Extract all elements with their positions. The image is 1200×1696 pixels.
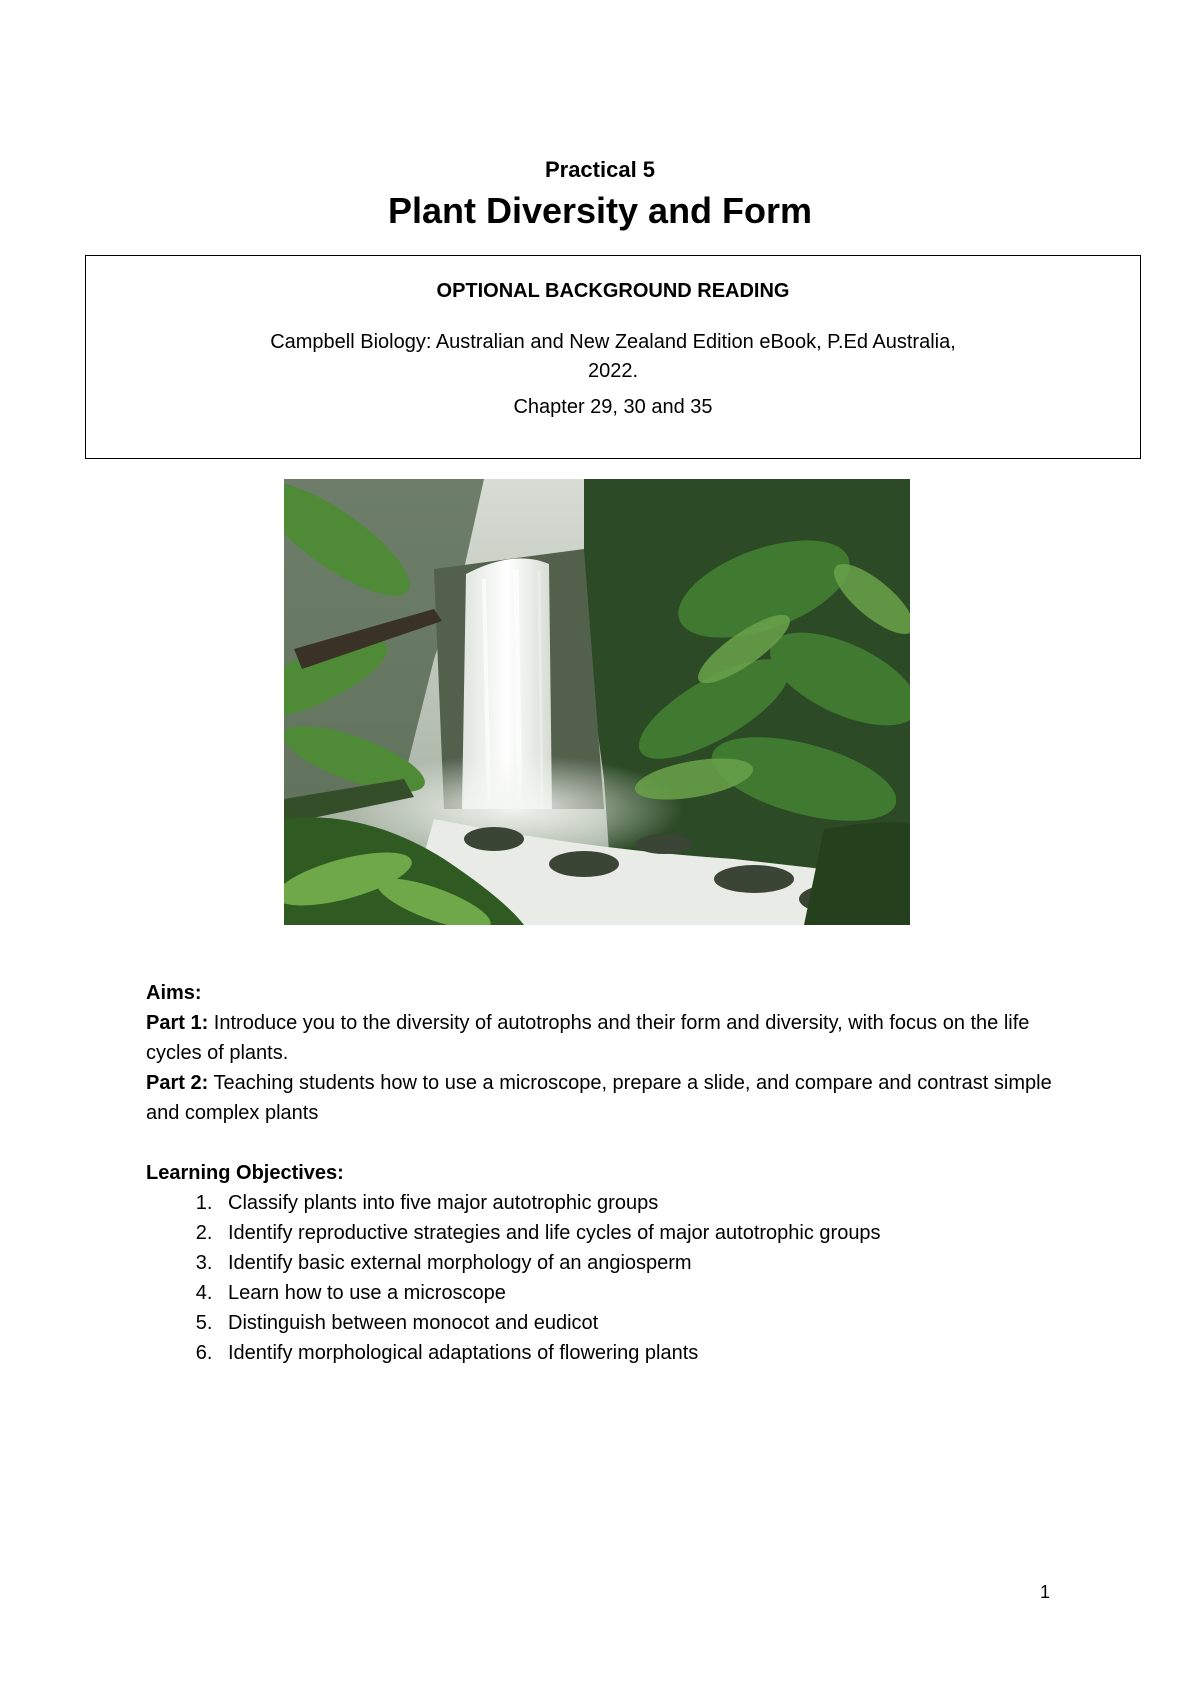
rainforest-waterfall-image (284, 479, 910, 925)
page-title: Plant Diversity and Form (387, 190, 813, 231)
reading-citation (86, 328, 1140, 386)
page-number: 1 (1040, 1582, 1051, 1602)
aim-part-1-text: Introduce you to the diversity of autotrophs and their form and diversity, with focus on the life cycles of plants. (146, 1012, 1030, 1064)
citation-line-1: Campbell Biology: Australian and New Zealand Edition eBook, P.Ed Australia, (270, 331, 956, 353)
objective-item: 3. Identify basic external morphology of an angiosperm (218, 1248, 1086, 1278)
citation-line-2: 2022. (587, 360, 639, 382)
objective-item: 4. Learn how to use a microscope (218, 1278, 1086, 1308)
aims-heading: Aims: (146, 982, 202, 1004)
aim-part-2-label: Part 2: (146, 1072, 209, 1094)
learning-objectives-list (146, 1188, 1086, 1368)
main-content (146, 978, 1086, 1368)
practical-label: Practical 5 (544, 157, 656, 182)
background-reading-box (85, 255, 1141, 459)
aim-part-1-label: Part 1: (146, 1012, 209, 1034)
objective-item: 6. Identify morphological adaptations of flowering plants (218, 1338, 1086, 1368)
aim-part-1 (146, 1008, 1086, 1068)
objective-item: 5. Distinguish between monocot and eudicot (218, 1308, 1086, 1338)
objective-item: 2. Identify reproductive strategies and life cycles of major autotrophic groups (218, 1218, 1086, 1248)
learning-objectives-heading: Learning Objectives: (146, 1162, 344, 1184)
reading-heading: OPTIONAL BACKGROUND READING (436, 280, 790, 302)
aim-part-2-text: Teaching students how to use a microscope, prepare a slide, and compare and contrast simple and complex plants (146, 1072, 1052, 1124)
objective-item: 1. Classify plants into five major autotrophic groups (218, 1188, 1086, 1218)
aim-part-2 (146, 1068, 1086, 1128)
reading-chapters: Chapter 29, 30 and 35 (513, 396, 713, 418)
